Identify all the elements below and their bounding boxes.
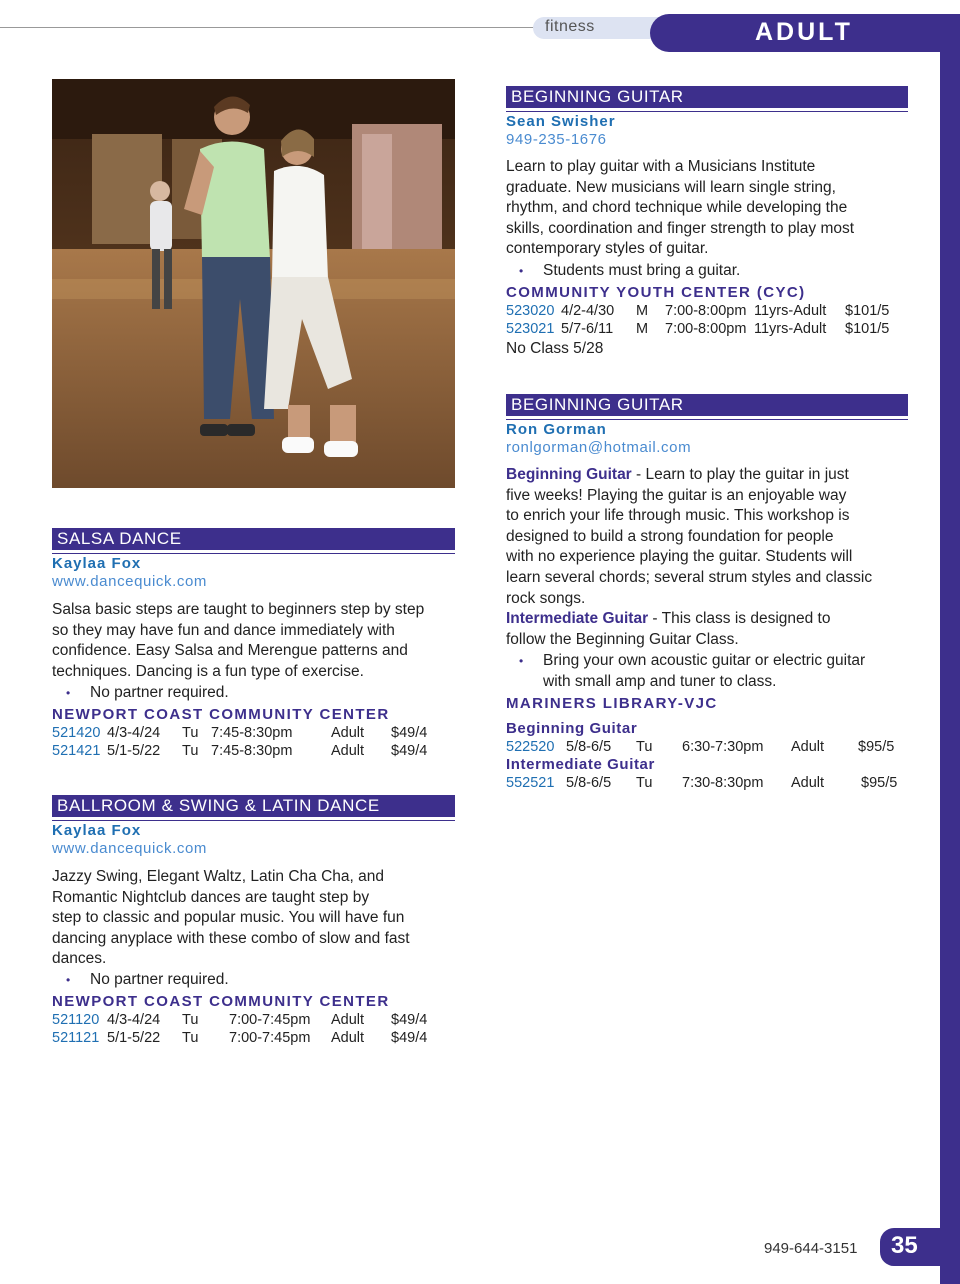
- class-time: 7:45-8:30pm: [211, 725, 293, 741]
- class-fee: $49/4: [391, 1030, 428, 1046]
- class-time: 7:45-8:30pm: [211, 743, 293, 759]
- class-time: 7:30-8:30pm: [682, 775, 764, 791]
- guitar2-desc-line: [506, 465, 916, 486]
- class-age: 11yrs-Adult: [754, 321, 827, 337]
- guitar2-bullet-line: Bring your own acoustic guitar or electric guitar: [543, 652, 866, 669]
- guitar1-desc-line: Learn to play guitar with a Musicians Institute: [506, 158, 816, 175]
- guitar2-desc-line: [506, 609, 916, 630]
- guitar2-desc-line: rock songs.: [506, 589, 586, 607]
- guitar1-row: [506, 320, 906, 338]
- class-fee: $101/5: [845, 303, 890, 319]
- guitar2-desc-line: designed to build a strong foundation for people: [506, 527, 834, 545]
- class-age: Adult: [791, 739, 825, 755]
- class-dates: 4/3-4/24: [107, 725, 161, 741]
- salsa-heading: SALSA DANCE: [52, 528, 455, 550]
- salsa-location: NEWPORT COAST COMMUNITY CENTER: [52, 706, 390, 723]
- guitar2-sub-beginning: Beginning Guitar: [506, 720, 638, 737]
- salsa-row: [52, 724, 452, 742]
- bullet-dot-icon: •: [519, 654, 524, 668]
- beginning-guitar-text: - Learn to play the guitar in just: [631, 466, 849, 483]
- class-code: 521420: [52, 725, 101, 741]
- class-code: 523021: [506, 321, 555, 337]
- salsa-desc-line: techniques. Dancing is a fun type of exercise.: [52, 662, 364, 680]
- guitar1-desc-line: rhythm, and chord technique while developing the: [506, 199, 848, 217]
- class-day: Tu: [182, 725, 199, 741]
- class-age: Adult: [331, 1030, 365, 1046]
- class-day: M: [636, 303, 649, 319]
- class-day: Tu: [182, 1030, 199, 1046]
- guitar2-bullet-line: with small amp and tuner to class.: [543, 672, 777, 690]
- guitar2-location: MARINERS LIBRARY-VJC: [506, 695, 718, 712]
- guitar1-bullet-text: Students must bring a guitar.: [543, 262, 741, 279]
- guitar1-desc-line: contemporary styles of guitar.: [506, 240, 709, 258]
- salsa-bullet: [66, 683, 446, 704]
- footer-phone: 949-644-3151: [764, 1240, 858, 1257]
- salsa-desc-line: Salsa basic steps are taught to beginners step by step: [52, 601, 425, 618]
- class-fee: $49/4: [391, 743, 428, 759]
- guitar2-desc-line: to enrich your life through music. This workshop is: [506, 507, 850, 525]
- guitar2-bullet: [519, 651, 919, 692]
- ballroom-website[interactable]: www.dancequick.com: [52, 840, 208, 857]
- salsa-row: [52, 742, 452, 760]
- class-fee: $95/5: [858, 739, 895, 755]
- class-dates: 4/2-4/30: [561, 303, 615, 319]
- class-age: Adult: [791, 775, 825, 791]
- guitar1-desc-line: graduate. New musicians will learn single string,: [506, 178, 836, 196]
- salsa-desc-line: confidence. Easy Salsa and Merengue patterns and: [52, 642, 408, 660]
- ballroom-desc-line: Jazzy Swing, Elegant Waltz, Latin Cha Cha, and: [52, 868, 384, 885]
- class-fee: $95/5: [861, 775, 898, 791]
- class-age: Adult: [331, 725, 365, 741]
- dancers-photo: [52, 79, 455, 488]
- class-fee: $49/4: [391, 1012, 428, 1028]
- salsa-description: [52, 600, 457, 682]
- bullet-dot-icon: •: [66, 973, 71, 987]
- guitar1-heading: BEGINNING GUITAR: [506, 86, 908, 108]
- guitar2-description: [506, 465, 916, 650]
- class-fee: $101/5: [845, 321, 890, 337]
- salsa-website[interactable]: www.dancequick.com: [52, 573, 208, 590]
- guitar2-desc-line: five weeks! Playing the guitar is an enjoyable way: [506, 486, 847, 504]
- guitar2-row: [506, 738, 906, 756]
- ballroom-description: [52, 867, 457, 970]
- guitar1-location: COMMUNITY YOUTH CENTER (CYC): [506, 284, 806, 301]
- class-age: Adult: [331, 1012, 365, 1028]
- class-time: 7:00-8:00pm: [665, 303, 747, 319]
- guitar1-description: [506, 157, 916, 260]
- class-day: Tu: [182, 1012, 199, 1028]
- ballroom-desc-line: step to classic and popular music. You will have fun: [52, 909, 405, 927]
- ballroom-row: [52, 1029, 452, 1047]
- class-dates: 5/1-5/22: [107, 743, 161, 759]
- class-code: 521421: [52, 743, 101, 759]
- guitar2-sub-intermediate: Intermediate Guitar: [506, 756, 655, 773]
- class-dates: 4/3-4/24: [107, 1012, 161, 1028]
- class-day: Tu: [636, 739, 653, 755]
- ballroom-heading: BALLROOM & SWING & LATIN DANCE: [52, 795, 455, 817]
- beginning-guitar-label: Beginning Guitar: [506, 466, 632, 483]
- class-age: 11yrs-Adult: [754, 303, 827, 319]
- class-code: 521120: [52, 1012, 100, 1028]
- ballroom-desc-line: dances.: [52, 950, 107, 968]
- guitar1-instructor: Sean Swisher: [506, 113, 616, 130]
- class-dates: 5/8-6/5: [566, 739, 612, 755]
- guitar1-note: No Class 5/28: [506, 340, 604, 357]
- ballroom-bullet-text: No partner required.: [90, 971, 229, 988]
- class-code: 523020: [506, 303, 555, 319]
- class-age: Adult: [331, 743, 365, 759]
- guitar2-heading: BEGINNING GUITAR: [506, 394, 908, 416]
- guitar2-desc-line: with no experience playing the guitar. Students will: [506, 548, 853, 566]
- ballroom-desc-line: Romantic Nightclub dances are taught step by: [52, 888, 370, 906]
- class-fee: $49/4: [391, 725, 428, 741]
- guitar1-bullet: [519, 261, 899, 282]
- class-time: 6:30-7:30pm: [682, 739, 764, 755]
- ballroom-bullet: [66, 970, 446, 991]
- guitar2-desc-line: learn several chords; several strum styles and classic: [506, 568, 873, 586]
- guitar2-desc-line: follow the Beginning Guitar Class.: [506, 630, 739, 648]
- class-day: M: [636, 321, 649, 337]
- ballroom-instructor: Kaylaa Fox: [52, 822, 142, 839]
- class-time: 7:00-7:45pm: [229, 1012, 311, 1028]
- class-time: 7:00-8:00pm: [665, 321, 747, 337]
- guitar2-email[interactable]: ronlgorman@hotmail.com: [506, 439, 692, 456]
- guitar1-phone: 949-235-1676: [506, 131, 607, 148]
- category-label: ADULT: [755, 18, 853, 46]
- ballroom-desc-line: dancing anyplace with these combo of slow and fast: [52, 929, 410, 947]
- page-number: 35: [891, 1232, 918, 1259]
- salsa-bullet-text: No partner required.: [90, 684, 229, 701]
- bullet-dot-icon: •: [519, 264, 524, 278]
- guitar2-row: [506, 774, 906, 792]
- salsa-desc-line: so they may have fun and dance immediately with: [52, 621, 395, 639]
- right-edge-bar: [940, 40, 960, 1284]
- class-code: 522520: [506, 739, 555, 755]
- class-dates: 5/8-6/5: [566, 775, 612, 791]
- ballroom-row: [52, 1011, 452, 1029]
- salsa-instructor: Kaylaa Fox: [52, 555, 142, 572]
- class-time: 7:00-7:45pm: [229, 1030, 311, 1046]
- section-label: fitness: [545, 18, 595, 35]
- intermediate-guitar-label: Intermediate Guitar: [506, 610, 649, 628]
- ballroom-location: NEWPORT COAST COMMUNITY CENTER: [52, 993, 390, 1010]
- guitar1-row: [506, 302, 906, 320]
- class-dates: 5/7-6/11: [561, 321, 614, 337]
- intermediate-guitar-text: - This class is designed to: [648, 610, 831, 628]
- class-day: Tu: [182, 743, 199, 759]
- class-code: 552521: [506, 775, 555, 791]
- class-code: 521121: [52, 1030, 100, 1046]
- bullet-dot-icon: •: [66, 686, 71, 700]
- class-day: Tu: [636, 775, 653, 791]
- guitar2-instructor: Ron Gorman: [506, 421, 607, 438]
- guitar1-desc-line: skills, coordination and finger strength to play most: [506, 219, 855, 237]
- class-dates: 5/1-5/22: [107, 1030, 161, 1046]
